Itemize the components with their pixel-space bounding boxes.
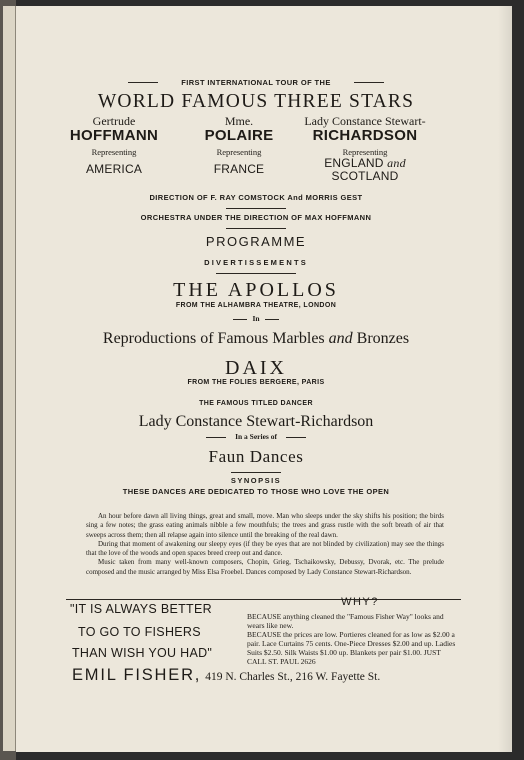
- star-country: FRANCE: [213, 162, 265, 176]
- star-first-name: Gertrude: [92, 114, 136, 128]
- repro-and: and: [328, 330, 353, 347]
- series-label: In a Series of: [235, 432, 277, 441]
- synopsis-paragraph: Music taken from many well-known composers, Chopin, Grieg, Tschaikowsky, Debussy, Dvorak, etc. The prelude composed and the music arranged by Miss Elsa Froebel. Dances composed by Lady Constance Stewart-Richardson.: [86, 558, 444, 576]
- page-title: WORLD FAMOUS THREE STARS: [97, 91, 415, 112]
- country-and: and: [387, 156, 406, 170]
- repro-text-b: Bronzes: [356, 330, 410, 347]
- advert-why: WHY?: [341, 596, 379, 608]
- rule: [286, 437, 306, 438]
- synopsis-text: [86, 512, 444, 577]
- programme-heading: PROGRAMME: [205, 234, 307, 249]
- synopsis-dedication: THESE DANCES ARE DEDICATED TO THOSE WHO LOVE THE OPEN: [122, 487, 390, 496]
- rule: [226, 228, 286, 229]
- advert-business: [72, 666, 380, 685]
- in-label: In: [252, 314, 260, 323]
- representing-label: Representing: [216, 147, 262, 157]
- advert-reason: BECAUSE anything cleaned the "Famous Fisher Way" looks and wears like new.: [247, 612, 444, 630]
- direction-credit: DIRECTION OF F. RAY COMSTOCK And MORRIS GEST: [149, 193, 363, 202]
- rule: [233, 319, 247, 320]
- rule: [265, 319, 279, 320]
- star-surname: HOFFMANN: [69, 127, 159, 144]
- country-england: ENGLAND: [324, 156, 384, 170]
- advert-slogan-line: TO GO TO FISHERS: [78, 625, 201, 639]
- page-shadow: [498, 6, 512, 752]
- advert-slogan-line: THAN WISH YOU HAD": [72, 646, 213, 660]
- rule: [216, 273, 296, 274]
- rule: [231, 472, 281, 473]
- act-title-apollos: THE APOLLOS: [173, 279, 339, 301]
- programme-page: [16, 6, 512, 752]
- advert-slogan-line: "IT IS ALWAYS BETTER: [70, 602, 212, 616]
- dancer-label: THE FAMOUS TITLED DANCER: [199, 400, 313, 407]
- synopsis-paragraph: An hour before dawn all living things, great and small, move. Man who sleeps under the sky shifts his position; the birds sing a few notes; the grass eating animals nibble a few mouthfuls; the trees and grass rustle with the soft breath of air that sweeps across them; then all relapse again into silence until the breaking of the real dawn.: [86, 512, 444, 539]
- repro-text-a: Reproductions of Famous Marbles: [102, 330, 325, 347]
- apollos-origin: FROM THE ALHAMBRA THEATRE, LONDON: [175, 302, 337, 309]
- previous-page-edge: [3, 6, 16, 751]
- dancer-name: Lady Constance Stewart-Richardson: [138, 413, 374, 430]
- representing-label: Representing: [342, 147, 388, 157]
- star-first-name: Mme.: [224, 114, 254, 128]
- star-first-name: Lady Constance Stewart-: [304, 114, 426, 128]
- tour-line: FIRST INTERNATIONAL TOUR OF THE: [181, 78, 331, 87]
- apollos-description: [103, 330, 409, 348]
- advert-reasons: [247, 612, 461, 666]
- business-name: EMIL FISHER,: [72, 666, 202, 684]
- business-address: 419 N. Charles St., 216 W. Fayette St.: [205, 671, 381, 683]
- advert-divider: [66, 599, 461, 600]
- representing-label: Representing: [91, 147, 137, 157]
- act-title-daix: DAIX: [225, 357, 287, 379]
- rule: [354, 82, 384, 83]
- rule: [128, 82, 158, 83]
- book-spine: [0, 0, 16, 760]
- rule: [226, 208, 286, 209]
- synopsis-paragraph: During that moment of awakening our sleepy eyes (if they be eyes that are not blinded by civilization) may see the things that the love of the woods and open spaces breed creep out and dance.: [86, 539, 444, 558]
- dance-title: Faun Dances: [208, 447, 304, 466]
- advert-reason: BECAUSE the prices are low. Portieres cleaned for as low as $2.00 a pair. Lace Curtains 75 cents. One-Piece Dresses $2.00 and up. Ladies Suits $2.50. Silk Waists $1.00 up. Blankets per pair $1.00. JUST CALL ST. PAUL 2626: [247, 630, 456, 666]
- star-surname: POLAIRE: [204, 127, 274, 144]
- star-country: AMERICA: [85, 162, 143, 176]
- daix-origin: FROM THE FOLIES BERGERE, PARIS: [187, 379, 325, 386]
- rule: [206, 437, 226, 438]
- star-surname: RICHARDSON: [312, 127, 418, 144]
- divertissements-heading: DIVERTISSEMENTS: [204, 258, 308, 267]
- synopsis-heading: SYNOPSIS: [230, 476, 282, 485]
- orchestra-credit: ORCHESTRA UNDER THE DIRECTION OF MAX HOFFMANN: [140, 213, 372, 222]
- country-scotland: SCOTLAND: [331, 169, 399, 183]
